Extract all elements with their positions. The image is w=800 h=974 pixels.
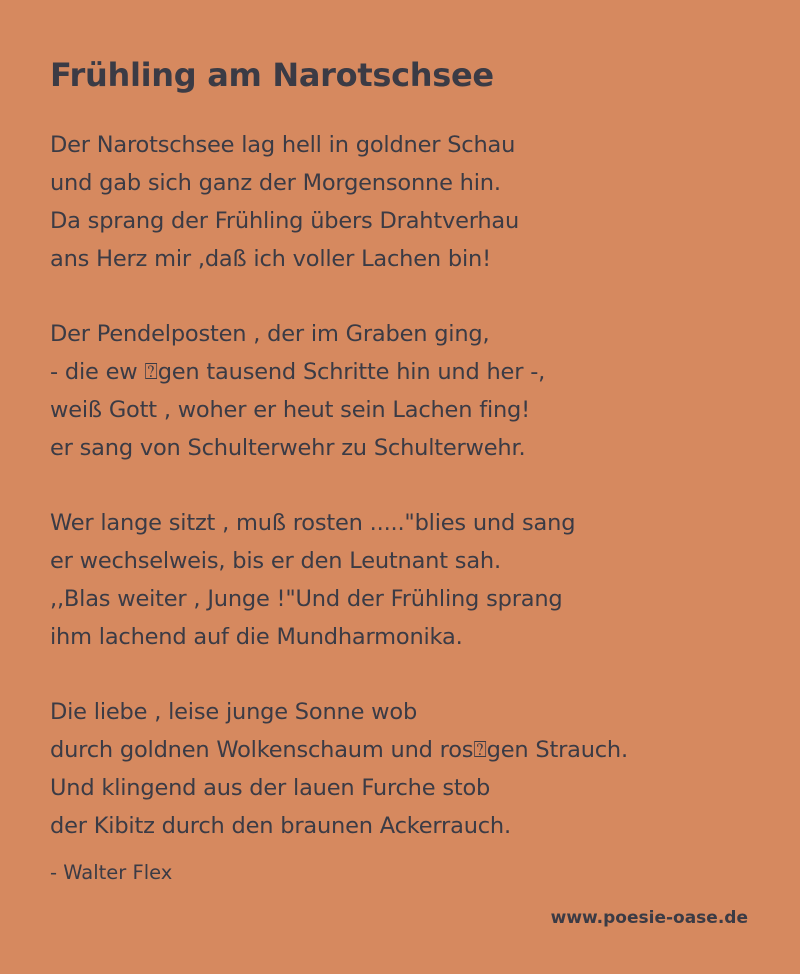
stanza-1 <box>50 126 770 278</box>
poem-line: ihm lachend auf die Mundharmonika. <box>50 624 463 650</box>
poem-line: Der Pendelposten , der im Graben ging, <box>50 321 490 347</box>
poem-line: ans Herz mir ,daß ich voller Lachen bin! <box>50 246 491 272</box>
website-credit: www.poesie-oase.de <box>550 908 748 928</box>
poem-line: Da sprang der Frühling übers Drahtverhau <box>50 208 520 234</box>
poem-line: ,,Blas weiter , Junge !"Und der Frühling sprang <box>50 586 563 612</box>
poem-line: und gab sich ganz der Morgensonne hin. <box>50 170 501 196</box>
poem-line: Die liebe , leise junge Sonne wob <box>50 699 418 725</box>
stanza-4 <box>50 693 770 845</box>
stanza-3 <box>50 504 770 656</box>
poem-line: er wechselweis, bis er den Leutnant sah. <box>50 548 501 574</box>
poem-author: - Walter Flex <box>50 861 173 884</box>
stanza-2 <box>50 315 770 467</box>
poem-line: der Kibitz durch den braunen Ackerrauch. <box>50 813 511 839</box>
poem-line: er sang von Schulterwehr zu Schulterwehr. <box>50 435 526 461</box>
poem-line: Und klingend aus der lauen Furche stob <box>50 775 491 801</box>
poem-line: - die ew ⍰gen tausend Schritte hin und her -, <box>50 359 546 385</box>
poem-title: Frühling am Narotschsee <box>50 56 494 94</box>
poem-body <box>50 126 770 882</box>
poem-line: durch goldnen Wolkenschaum und ros⍰gen Strauch. <box>50 737 628 763</box>
poem-line: Wer lange sitzt , muß rosten ....."blies und sang <box>50 510 576 536</box>
poem-line: weiß Gott , woher er heut sein Lachen fing! <box>50 397 530 423</box>
poem-line: Der Narotschsee lag hell in goldner Schau <box>50 132 516 158</box>
